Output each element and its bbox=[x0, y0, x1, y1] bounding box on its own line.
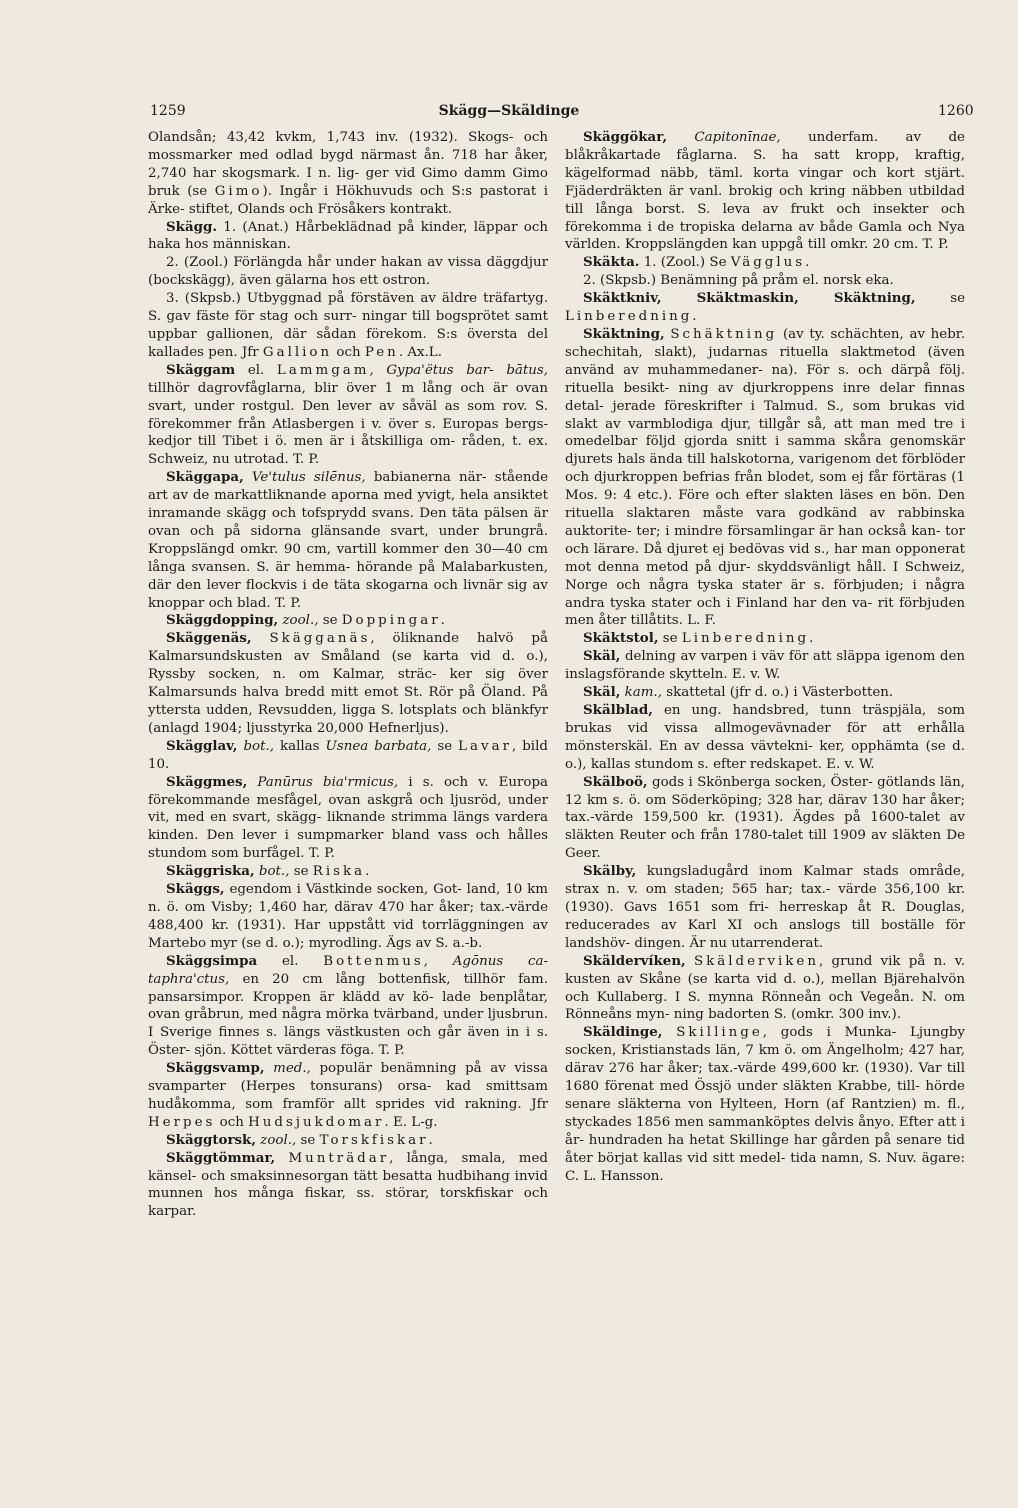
entry-skaggsvamp: Skäggsvamp, med., populär benämning på av vissa svamparter (Herpes tonsurans) orsa- kad smittsam hudåkomma, som framför allt sprides vid rakning. Jfr Herpes och Hudsjukdomar. E. L-g. bbox=[148, 1060, 548, 1130]
left-column bbox=[148, 129, 548, 1221]
entry-skaggokar: Skäggökar, Capitonīnae, underfam. av de blåkråkartade fåglarna. S. ha satt kropp, kraftig, kägelformad näbb, täml. korta vingar och kort stjärt. Fjäderdräkten är vanl. brokig och kring näbben utbildad till långa borst. S. leva av frukt och insekter och förekomma i de tropiska delarna av både Gamla och Nya världen. Kroppslängden kan uppgå till omkr. 20 cm. T. P. bbox=[565, 129, 965, 253]
entry-skagg-2: 2. (Zool.) Förlängda hår under hakan av vissa däggdjur (bockskägg), även gälarna hos ett ostron. bbox=[148, 255, 548, 289]
entry-skaggs: Skäggs, egendom i Västkinde socken, Got- land, 10 km n. ö. om Visby; 1,460 har, därav 470 har åker; tax.-värde 488,400 kr. (1931). Har uppstått vid torrläggningen av Martebo myr (se d. o.); myrodling. Ägs av S. a.-b. bbox=[148, 881, 548, 951]
entry-skaktkniv: Skäktkniv, Skäktmaskin, Skäktning, se Linberedning. bbox=[565, 290, 965, 325]
page-number-left: 1259 bbox=[150, 103, 186, 119]
entry-skalboo: Skälboö, gods i Skönberga socken, Öster- götlands län, 12 km s. ö. om Söderköping; 328 har, därav 130 har åker; tax.-värde 159,500 kr. (1931). Ägdes på 1600-talet av släkten Reuter och från 1780-talet till 1909 av släkten De Geer. bbox=[565, 773, 965, 862]
entry-skakta-2: 2. (Skpsb.) Benämning på pråm el. norsk eka. bbox=[583, 273, 894, 289]
running-header: Skägg—Skäldinge bbox=[438, 103, 580, 119]
entry-skal: Skäl, delning av varpen i väv för att släppa igenom den inslagsförande skytteln. E. v. W. bbox=[565, 648, 965, 683]
entry-olands: Olandsån; 43,42 kvkm, 1,743 inv. (1932). Skogs- och mossmarker med odlad bygd närmast ån. 718 har åker, 2,740 har skogsmark. I n. lig- ger vid Gimo damm Gimo bruk (se Gimo). Ingår i Hökhuvuds och S:s pastorat i Ärke- stiftet, Olands och Frösåkers kontrakt. bbox=[148, 130, 548, 217]
entry-skagg: Skägg. 1. (Anat.) Hårbeklädnad på kinder, läppar och haka hos människan. bbox=[148, 218, 548, 253]
entry-skaggtommar: Skäggtömmar, Munträdar, långa, smala, med känsel- och smaksinnesorgan tätt besatta hudbihang invid munnen hos många fiskar, ss. störar, torskfiskar och karpar. bbox=[148, 1149, 548, 1220]
entry-skalderviken: Skäldervíken, Skälderviken, grund vik på n. v. kusten av Skåne (se karta vid d. o.), mellan Bjärehalvön och Kullaberg. I S. mynna Rönneån och Vegeån. N. om Rönneåns myn- ning badorten S. (omkr. 300 inv.). bbox=[565, 952, 965, 1023]
entry-skagglav: Skägglav, bot., kallas Usnea barbata, se Lavar, bild 10. bbox=[148, 737, 548, 772]
entry-skal-kam: Skäl, kam., skattetal (jfr d. o.) i Västerbotten. bbox=[583, 684, 894, 701]
entry-skaggam: Skäggam el. Lammgam, Gypa'ëtus bar- bātus, tillhör dagrovfåglarna, blir över 1 m lång och är ovan svart, under rostgul. Den lever av såväl as som rov. S. förekommer från Atlasbergen i v. över s. Europas bergs- kedjor till Tibet i ö. men är i åtskilliga om- råden, t. ex. Schweiz, nu utrotad. T. P. bbox=[148, 361, 549, 468]
entry-skaktning: Skäktning, Schäktning (av ty. schächten, av hebr. schechitah, slakt), judarnas rituella slaktmetod (även använd av muhammedaner- na). För s. och därpå följ. rituella besikt- ning av djurkroppens inre delar finnas detal- jerade föreskrifter i Talmud. S., som brukas vid slakt av varmblodiga djur, tillgår så, att man med tre i omedelbar följd gjorda snitt i samma skåra genomskär djurets hals ända till halskotorna, varigenom det förblöder och djurkroppen befrias från blodet, som ej får förtäras (1 Mos. 9: 4 etc.). Före och efter slakten läses en bön. Den rituella slaktaren måste vara godkänd av rabbinska auktorite- ter; i mindre församlingar är han också kan- tor och lärare. Då djuret ej bedövas vid s., har man opponerat mot denna metod på djur- skyddsvänligt håll. I Schweiz, Norge och några tyska stater är s. förbjuden; i några andra tyska stater och i Finland har den va- rit förbjuden men åter tillåtits. L. F. bbox=[565, 325, 965, 629]
entry-skagg-3: 3. (Skpsb.) Utbyggnad på förstäven av äldre träfartyg. S. gav fäste för stag och surr- ningar till bogsprötet samt uppbar gallionen, där sådan förekom. S:s översta del kallades pen. Jfr Gallion och Pen. Ax.L. bbox=[148, 291, 548, 360]
entry-skaggapa: Skäggapa, Ve'tulus silēnus, babianerna när- stående art av de markattliknande aporna med yvigt, hela ansiktet inramande skägg och tofsprydd svans. Den täta pälsen är ovan och på sidorna glänsande svart, under brungrå. Kroppslängd omkr. 90 cm, vartill kommer den 30—40 cm långa svansen. S. är hemma- hörande på Malabarkusten, där den lever flockvis i de täta skogarna och livnär sig av knoppar och blad. T. P. bbox=[148, 469, 548, 611]
page-number-right: 1260 bbox=[938, 103, 974, 119]
entry-skaldinge: Skäldinge, Skillinge, gods i Munka- Ljungby socken, Kristianstads län, 7 km ö. om Ängelholm; 427 har, därav 276 har åker; tax.-värde 499,600 kr. (1930). Var till 1680 förenat med Össjö under släkten Krabbe, till- hörde senare släkterna von Hylteen, Horn (af Rantzien) m. fl., styckades 1856 men sammanköptes delvis ånyo. Efter att i år- hundraden ha hetat Skillinge har gården på senare tid åter börjat kallas vid sitt medel- tida namn, S. Nuv. ägare: C. L. Hansson. bbox=[565, 1024, 965, 1184]
entry-skalblad: Skälblad, en ung. handsbred, tunn träspjäla, som brukas vid vissa allmogevävnader för att erhålla mönsterskäl. En av dessa vävtekni- ker, opphämta (se d. o.), kallas stundom s. efter redskapet. E. v. W. bbox=[565, 702, 965, 772]
entry-skaktstol: Skäktstol, se Linberedning. bbox=[583, 630, 814, 647]
right-column bbox=[565, 129, 965, 1185]
entry-skaggenas: Skäggenäs, Skägganäs, öliknande halvö på Kalmarsundskusten av Småland (se karta vid d. o.), Ryssby socken, n. om Kalmar, sträc- ker sig över Kalmarsunds halva bredd mitt emot St. Rör på Öland. På yttersta udden, Revsudden, ligga S. lotsplats och blänkfyr (anlagd 1904; ljusstyrka 20,000 Hefnerljus). bbox=[148, 630, 548, 736]
entry-skaggriska: Skäggriska, bot., se Riska. bbox=[166, 863, 370, 880]
entry-skalby: Skälby, kungsladugård inom Kalmar stads område, strax n. v. om staden; 565 har; tax.- värde 356,100 kr. (1930). Gavs 1651 som fri- herreskap åt R. Douglas, reducerades av Karl XI och anslogs till boställe för landshöv- dingen. Är nu utarrenderat. bbox=[565, 863, 966, 951]
entry-skaggmes: Skäggmes, Panūrus bia'rmicus, i s. och v. Europa förekommande mesfågel, ovan askgrå och ljusröd, under vit, med en svart, skägg- liknande strimma längs vardera kinden. Den lever i sumpmarker bland vass och hålles stundom som burfågel. T. P. bbox=[148, 773, 549, 862]
entry-skaggdopping: Skäggdopping, zool., se Doppingar. bbox=[166, 612, 445, 629]
entry-skaggtorsk: Skäggtorsk, zool., se Torskfiskar. bbox=[166, 1131, 433, 1148]
entry-skaggsimpa: Skäggsimpa el. Bottenmus, Agōnus ca- taphra'ctus, en 20 cm lång bottenfisk, tillhör fam. pansarsimpor. Kroppen är klädd av kö- lade benplåtar, ovan gråbrun, med några mörka tvärband, under ljusbrun. I Sverige finnes s. längs västkusten och går även in i s. Öster- sjön. Köttet värderas föga. T. P. bbox=[148, 952, 548, 1059]
entry-skakta: Skäkta. 1. (Zool.) Se Vägglus. bbox=[583, 254, 810, 271]
